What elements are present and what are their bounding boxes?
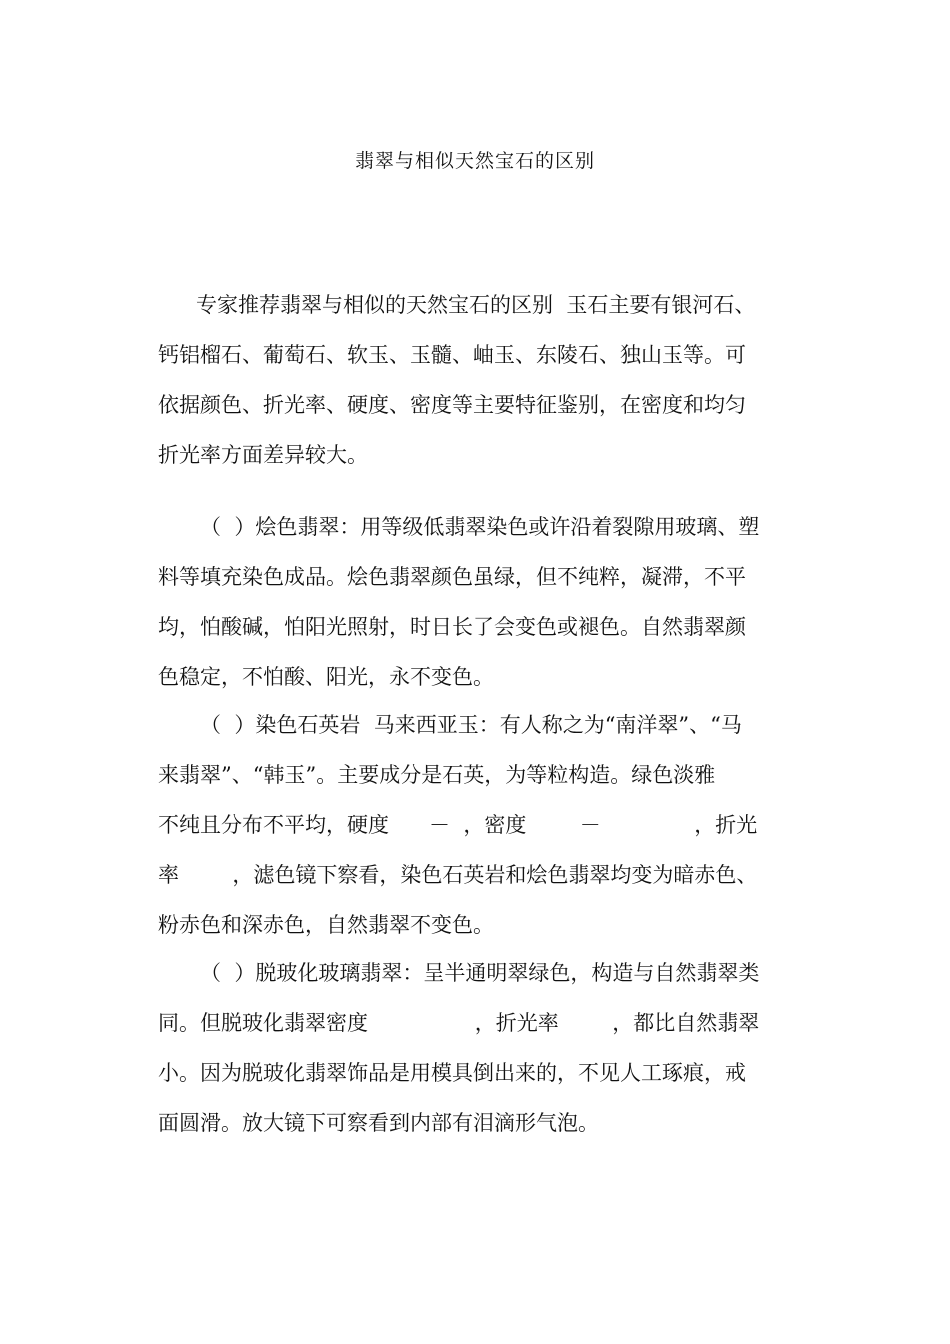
- paragraph-3-line-4: 率 ，滤色镜下察看，染色石英岩和烩色翡翠均变为暗赤色、: [158, 863, 758, 887]
- paragraph-3-line-5: 粉赤色和深赤色，自然翡翠不变色。: [158, 913, 494, 937]
- paragraph-4-line-1: （ ）脱玻化玻璃翡翠：呈半通明翠绿色，构造与自然翡翠类: [200, 961, 760, 985]
- paragraph-2-line-3: 均，怕酸碱，怕阳光照射，时日长了会变色或褪色。自然翡翠颜: [158, 615, 746, 639]
- paragraph-1-line-4: 折光率方面差异较大。: [158, 443, 368, 467]
- paragraph-3-line-1: （ ）染色石英岩 马来西亚玉：有人称之为“南洋翠”、“马: [200, 713, 742, 737]
- paragraph-2-line-1: （ ）烩色翡翠：用等级低翡翠染色或许沿着裂隙用玻璃、塑: [200, 515, 760, 539]
- paragraph-4-line-4: 面圆滑。放大镜下可察看到内部有泪滴形气泡。: [158, 1111, 599, 1135]
- document-title: 翡翠与相似天然宝石的区别: [354, 150, 595, 172]
- paragraph-3-line-3: 不纯且分布不平均，硬度 － ，密度 － ，折光: [158, 813, 758, 837]
- paragraph-2-line-4: 色稳定，不怕酸、阳光，永不变色。: [158, 665, 494, 689]
- paragraph-1-line-3: 依据颜色、折光率、硬度、密度等主要特征鉴别，在密度和均匀: [158, 393, 746, 417]
- paragraph-3-line-2: 来翡翠”、“韩玉”。主要成分是石英，为等粒构造。绿色淡雅: [158, 763, 716, 787]
- paragraph-2-line-2: 料等填充染色成品。烩色翡翠颜色虽绿，但不纯粹，凝滞，不平: [158, 565, 746, 589]
- paragraph-4-line-2: 同。但脱玻化翡翠密度 ，折光率 ，都比自然翡翠: [158, 1011, 760, 1035]
- paragraph-4-line-3: 小。因为脱玻化翡翠饰品是用模具倒出来的，不见人工琢痕，戒: [158, 1061, 746, 1085]
- paragraph-1-line-2: 钙铝榴石、葡萄石、软玉、玉髓、岫玉、东陵石、独山玉等。可: [158, 343, 746, 367]
- paragraph-1-line-1: 专家推荐翡翠与相似的天然宝石的区别 玉石主要有银河石、: [196, 293, 756, 317]
